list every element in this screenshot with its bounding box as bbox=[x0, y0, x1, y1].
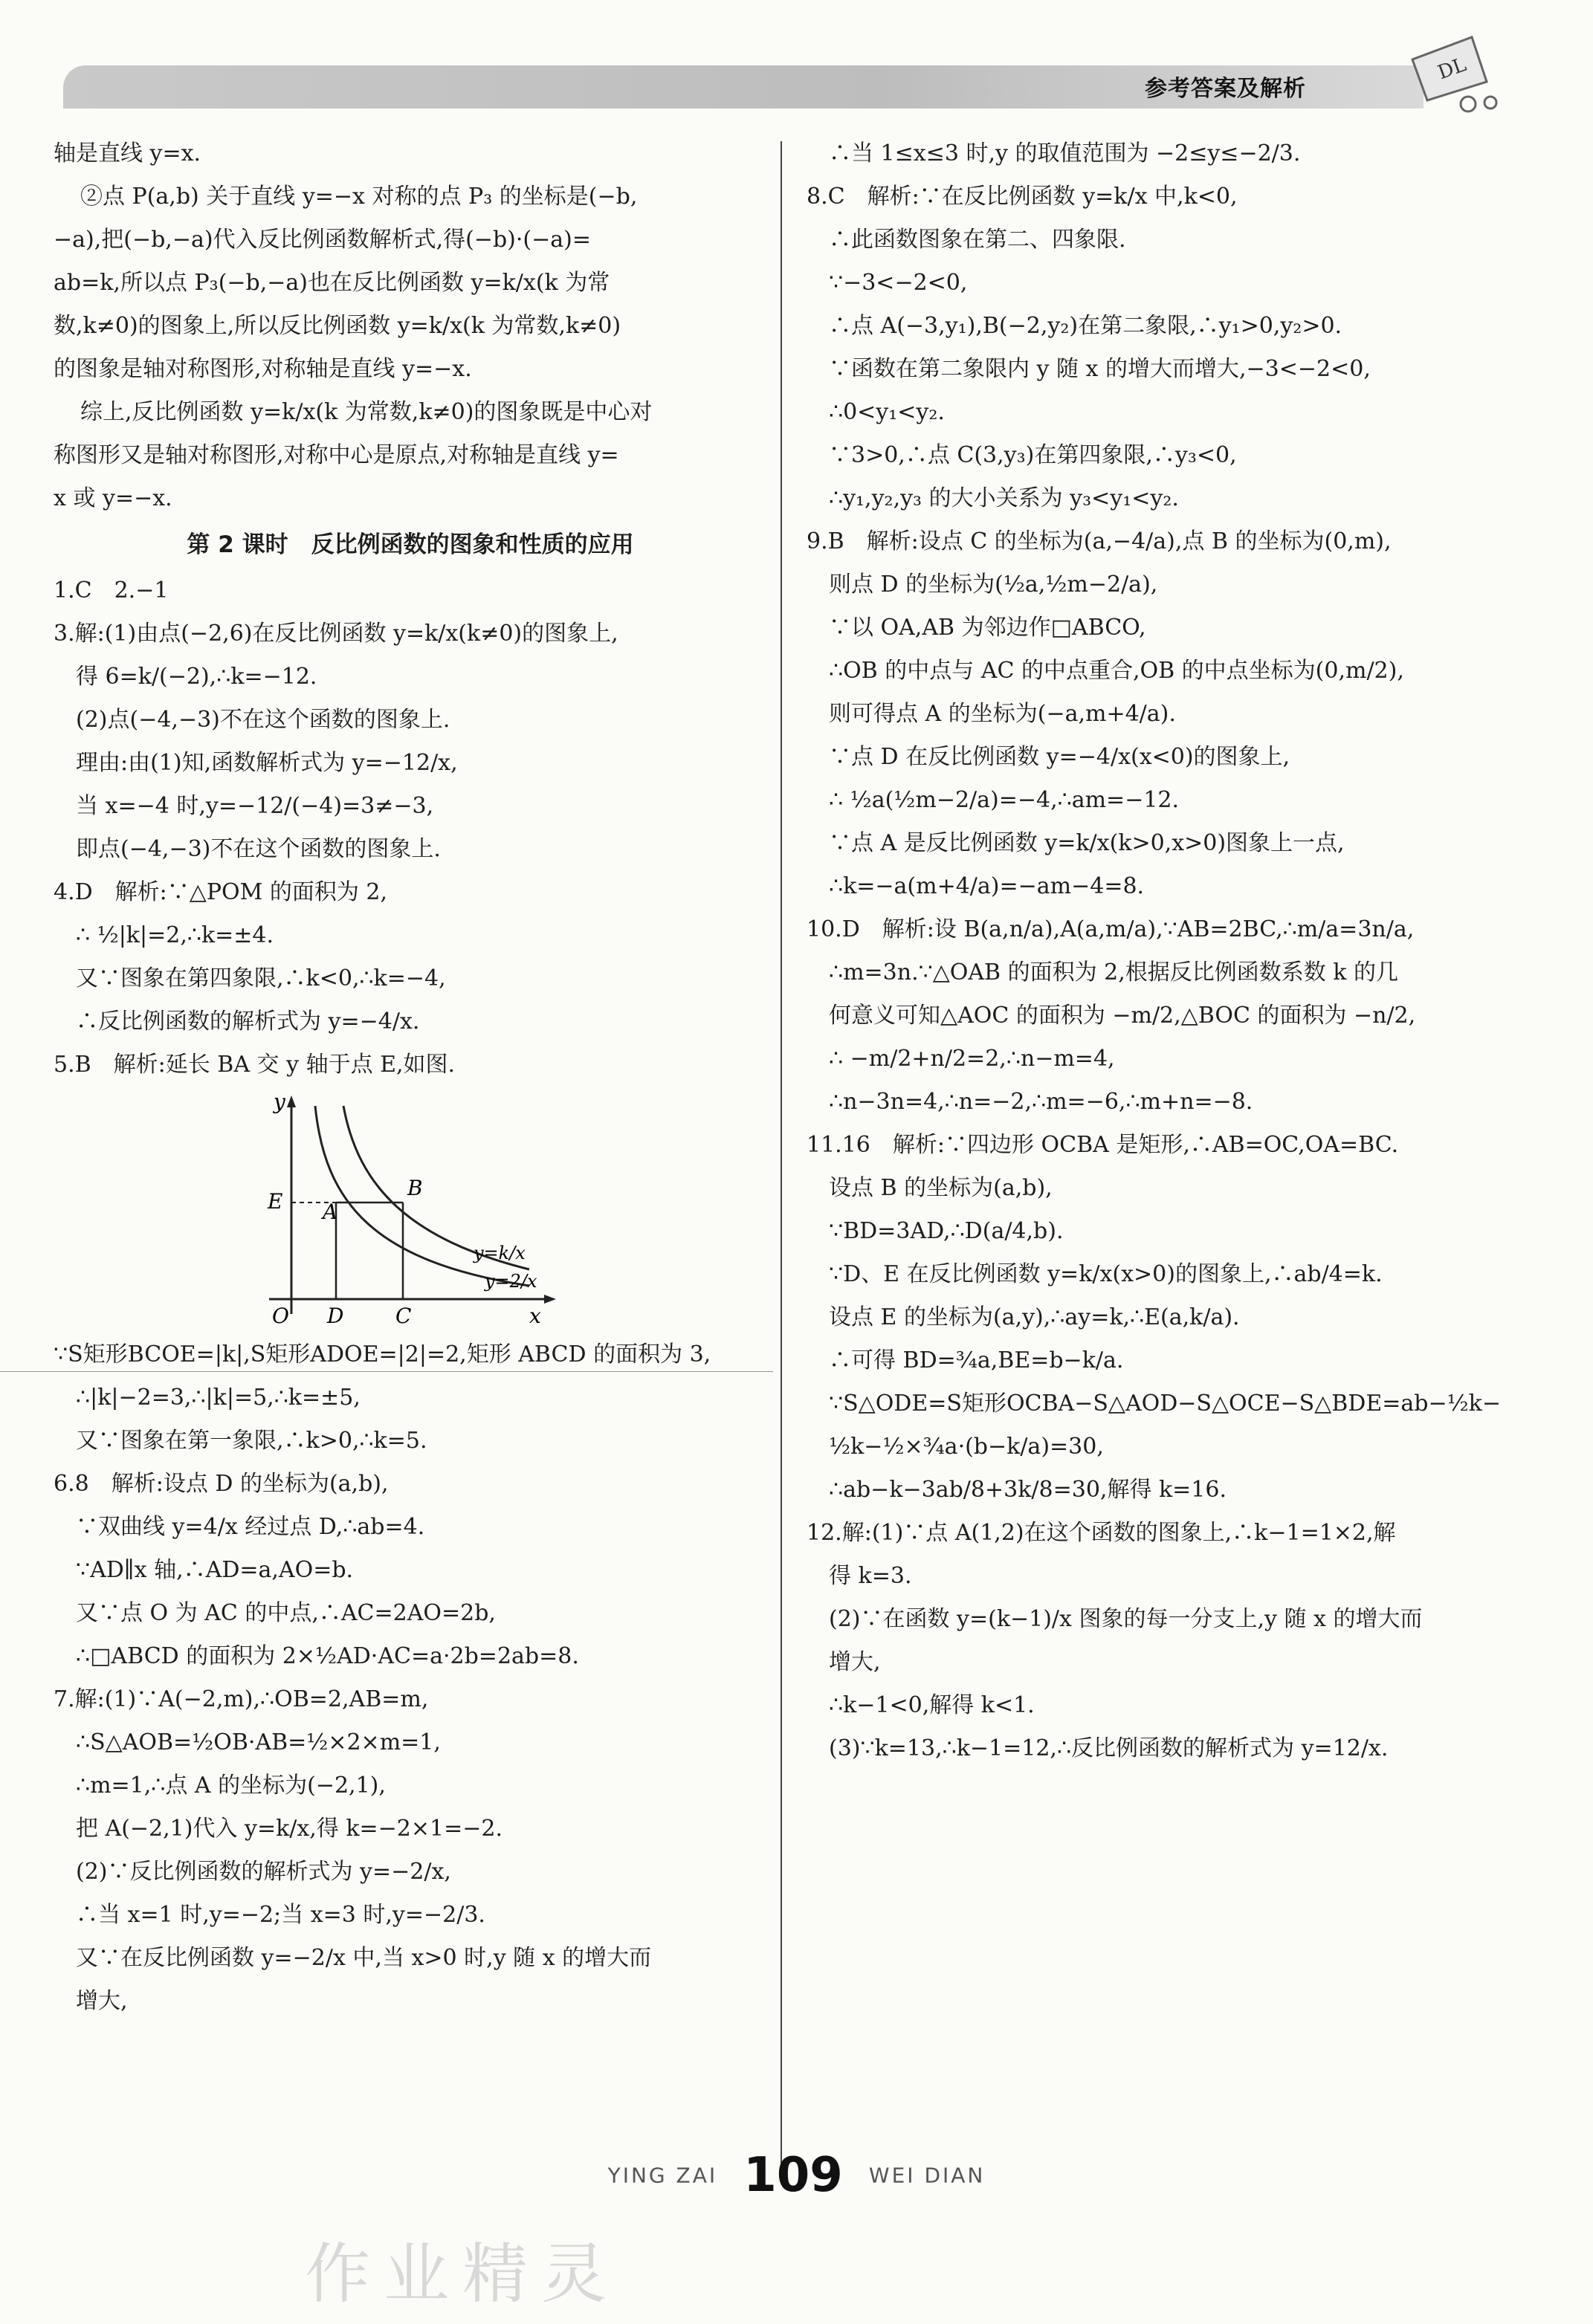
text-line: ∴点 A(−3,y₁),B(−2,y₂)在第二象限,∴y₁>0,y₂>0. bbox=[829, 313, 1342, 339]
text-line: ∵S△ODE=S矩形OCBA−S△AOD−S△OCE−S△BDE=ab−½k− bbox=[829, 1391, 1501, 1417]
text-line: ab=k,所以点 P₃(−b,−a)也在反比例函数 y=k/x(k 为常 bbox=[54, 270, 610, 296]
text-line: 又∵图象在第一象限,∴k>0,∴k=5. bbox=[76, 1428, 427, 1454]
text-line: 11.16 解析:∵四边形 OCBA 是矩形,∴AB=OC,OA=BC. bbox=[807, 1132, 1399, 1158]
logo-icon bbox=[1397, 30, 1502, 119]
scan-line bbox=[0, 1371, 773, 1372]
text-line: ∴n−3n=4,∴n=−2,∴m=−6,∴m+n=−8. bbox=[829, 1089, 1253, 1115]
text-line: 9.B 解析:设点 C 的坐标为(a,−4/a),点 B 的坐标为(0,m), bbox=[807, 528, 1392, 554]
text-line: ∴k−1<0,解得 k<1. bbox=[829, 1692, 1035, 1718]
watermark: 作业精灵 bbox=[305, 2236, 621, 2312]
header-title: 参考答案及解析 bbox=[1145, 76, 1306, 102]
text-line: ∵双曲线 y=4/x 经过点 D,∴ab=4. bbox=[76, 1514, 425, 1540]
text-line: ∵S矩形BCOE=|k|,S矩形ADOE=|2|=2,矩形 ABCD 的面积为 3, bbox=[54, 1341, 711, 1367]
text-line: ∴m=1,∴点 A 的坐标为(−2,1), bbox=[76, 1773, 386, 1799]
text-line: 称图形又是轴对称图形,对称中心是原点,对称轴是直线 y= bbox=[54, 442, 619, 468]
text-line: ∴ ½|k|=2,∴k=±4. bbox=[76, 922, 274, 948]
text-line: ½k−½×¾a·(b−k/a)=30, bbox=[829, 1434, 1104, 1460]
label-A: A bbox=[323, 1200, 338, 1224]
text-line: 4.D 解析:∵△POM 的面积为 2, bbox=[54, 879, 388, 905]
page-footer bbox=[0, 2148, 1593, 2203]
label-curve-k: y=k/x bbox=[474, 1243, 526, 1263]
text-line: 8.C 解析:∵在反比例函数 y=k/x 中,k<0, bbox=[807, 184, 1238, 210]
text-line: 1.C 2.−1 bbox=[54, 577, 169, 603]
text-line: 又∵点 O 为 AC 的中点,∴AC=2AO=2b, bbox=[76, 1600, 496, 1626]
text-line: 12.解:(1)∵点 A(1,2)在这个函数的图象上,∴k−1=1×2,解 bbox=[807, 1520, 1396, 1546]
text-line: ∴y₁,y₂,y₃ 的大小关系为 y₃<y₁<y₂. bbox=[829, 485, 1179, 511]
label-x: x bbox=[529, 1304, 541, 1328]
section-title: 第 2 课时 反比例函数的图象和性质的应用 bbox=[187, 531, 634, 558]
text-line: 当 x=−4 时,y=−12/(−4)=3≠−3, bbox=[76, 793, 434, 819]
text-line: ∵点 D 在反比例函数 y=−4/x(x<0)的图象上, bbox=[829, 744, 1290, 770]
label-y: y bbox=[274, 1091, 285, 1114]
text-line: 即点(−4,−3)不在这个函数的图象上. bbox=[76, 836, 441, 862]
label-B: B bbox=[407, 1176, 423, 1200]
text-line: ∴反比例函数的解析式为 y=−4/x. bbox=[76, 1009, 420, 1035]
text-line: ∴m=3n.∵△OAB 的面积为 2,根据反比例函数系数 k 的几 bbox=[829, 959, 1399, 985]
text-line: ∴0<y₁<y₂. bbox=[829, 399, 945, 425]
text-line: ②点 P(a,b) 关于直线 y=−x 对称的点 P₃ 的坐标是(−b, bbox=[80, 184, 638, 210]
y-axis-arrow bbox=[287, 1095, 296, 1107]
text-line: 7.解:(1)∵A(−2,m),∴OB=2,AB=m, bbox=[54, 1686, 429, 1712]
text-line: 又∵图象在第四象限,∴k<0,∴k=−4, bbox=[76, 965, 446, 991]
text-line: ∴当 1≤x≤3 时,y 的取值范围为 −2≤y≤−2/3. bbox=[829, 140, 1301, 166]
text-line: 数,k≠0)的图象上,所以反比例函数 y=k/x(k 为常数,k≠0) bbox=[54, 313, 621, 339]
text-line: ∴|k|−2=3,∴|k|=5,∴k=±5, bbox=[76, 1385, 361, 1411]
text-line: ∵−3<−2<0, bbox=[829, 270, 968, 296]
text-line: 的图象是轴对称图形,对称轴是直线 y=−x. bbox=[54, 356, 472, 382]
text-line: ∴此函数图象在第二、四象限. bbox=[829, 227, 1126, 253]
label-C: C bbox=[395, 1304, 412, 1328]
x-axis-arrow bbox=[544, 1295, 556, 1304]
text-line: 增大, bbox=[76, 1988, 128, 2014]
text-line: ∵函数在第二象限内 y 随 x 的增大而增大,−3<−2<0, bbox=[829, 356, 1371, 382]
text-line: ∴□ABCD 的面积为 2×½AD·AC=a·2b=2ab=8. bbox=[76, 1643, 579, 1669]
text-line: ∵以 OA,AB 为邻边作□ABCO, bbox=[829, 615, 1146, 641]
text-line: ∴ ½a(½m−2/a)=−4,∴am=−12. bbox=[829, 787, 1180, 813]
label-D: D bbox=[327, 1304, 344, 1328]
text-line: ∴S△AOB=½OB·AB=½×2×m=1, bbox=[76, 1729, 441, 1755]
text-line: 又∵在反比例函数 y=−2/x 中,当 x>0 时,y 随 x 的增大而 bbox=[76, 1945, 652, 1971]
column-divider bbox=[781, 141, 782, 2178]
text-line: (3)∵k=13,∴k−1=12,∴反比例函数的解析式为 y=12/x. bbox=[829, 1735, 1389, 1761]
text-line: 3.解:(1)由点(−2,6)在反比例函数 y=k/x(k≠0)的图象上, bbox=[54, 621, 618, 647]
text-line: 综上,反比例函数 y=k/x(k 为常数,k≠0)的图象既是中心对 bbox=[80, 399, 653, 425]
footer-left: YING ZAI bbox=[607, 2163, 718, 2188]
text-line: 5.B 解析:延长 BA 交 y 轴于点 E,如图. bbox=[54, 1052, 456, 1078]
text-line: ∵AD∥x 轴,∴AD=a,AO=b. bbox=[76, 1557, 354, 1583]
text-line: ∵点 A 是反比例函数 y=k/x(k>0,x>0)图象上一点, bbox=[829, 830, 1345, 856]
text-line: ∵D、E 在反比例函数 y=k/x(x>0)的图象上,∴ab/4=k. bbox=[829, 1261, 1383, 1287]
left-column bbox=[54, 132, 767, 2023]
text-line: ∴ −m/2+n/2=2,∴n−m=4, bbox=[829, 1046, 1115, 1072]
text-line: ∴OB 的中点与 AC 的中点重合,OB 的中点坐标为(0,m/2), bbox=[829, 658, 1404, 684]
text-line: 得 6=k/(−2),∴k=−12. bbox=[76, 664, 317, 690]
text-line: 则可得点 A 的坐标为(−a,m+4/a). bbox=[829, 701, 1176, 727]
right-column bbox=[807, 132, 1550, 1770]
text-line: −a),把(−b,−a)代入反比例函数解析式,得(−b)·(−a)= bbox=[54, 227, 591, 253]
text-line: ∴当 x=1 时,y=−2;当 x=3 时,y=−2/3. bbox=[76, 1902, 485, 1928]
text-line: ∴k=−a(m+4/a)=−am−4=8. bbox=[829, 873, 1145, 899]
text-line: 理由:由(1)知,函数解析式为 y=−12/x, bbox=[76, 750, 458, 776]
footer-right: WEI DIAN bbox=[868, 2163, 986, 2188]
label-E: E bbox=[268, 1189, 283, 1214]
text-line: 则点 D 的坐标为(½a,½m−2/a), bbox=[829, 572, 1158, 598]
text-line: 设点 E 的坐标为(a,y),∴ay=k,∴E(a,k/a). bbox=[829, 1304, 1240, 1330]
label-curve-2: y=2/x bbox=[485, 1271, 537, 1292]
label-O: O bbox=[272, 1304, 289, 1328]
page-number: 109 bbox=[743, 2148, 843, 2203]
text-line: 得 k=3. bbox=[829, 1563, 912, 1589]
text-line: ∵3>0,∴点 C(3,y₃)在第四象限,∴y₃<0, bbox=[829, 442, 1237, 468]
text-line: ∴可得 BD=¾a,BE=b−k/a. bbox=[829, 1347, 1124, 1373]
text-line: ∵BD=3AD,∴D(a/4,b). bbox=[829, 1218, 1064, 1244]
hyperbola-figure bbox=[262, 1091, 574, 1329]
text-line: (2)∵反比例函数的解析式为 y=−2/x, bbox=[76, 1859, 451, 1885]
text-line: x 或 y=−x. bbox=[54, 485, 172, 511]
text-line: (2)∵在函数 y=(k−1)/x 图象的每一分支上,y 随 x 的增大而 bbox=[829, 1606, 1423, 1632]
text-line: 6.8 解析:设点 D 的坐标为(a,b), bbox=[54, 1471, 389, 1497]
text-line: (2)点(−4,−3)不在这个函数的图象上. bbox=[76, 707, 450, 733]
text-line: 10.D 解析:设 B(a,n/a),A(a,m/a),∵AB=2BC,∴m/a=3n/a, bbox=[807, 916, 1415, 942]
text-line: 把 A(−2,1)代入 y=k/x,得 k=−2×1=−2. bbox=[76, 1816, 503, 1842]
text-line: ∴ab−k−3ab/8+3k/8=30,解得 k=16. bbox=[829, 1477, 1227, 1503]
text-line: 何意义可知△AOC 的面积为 −m/2,△BOC 的面积为 −n/2, bbox=[829, 1003, 1416, 1029]
text-line: 增大, bbox=[829, 1649, 881, 1675]
logo-text: DL bbox=[1435, 54, 1470, 85]
text-line: 设点 B 的坐标为(a,b), bbox=[829, 1175, 1053, 1201]
text-line: 轴是直线 y=x. bbox=[54, 140, 201, 166]
